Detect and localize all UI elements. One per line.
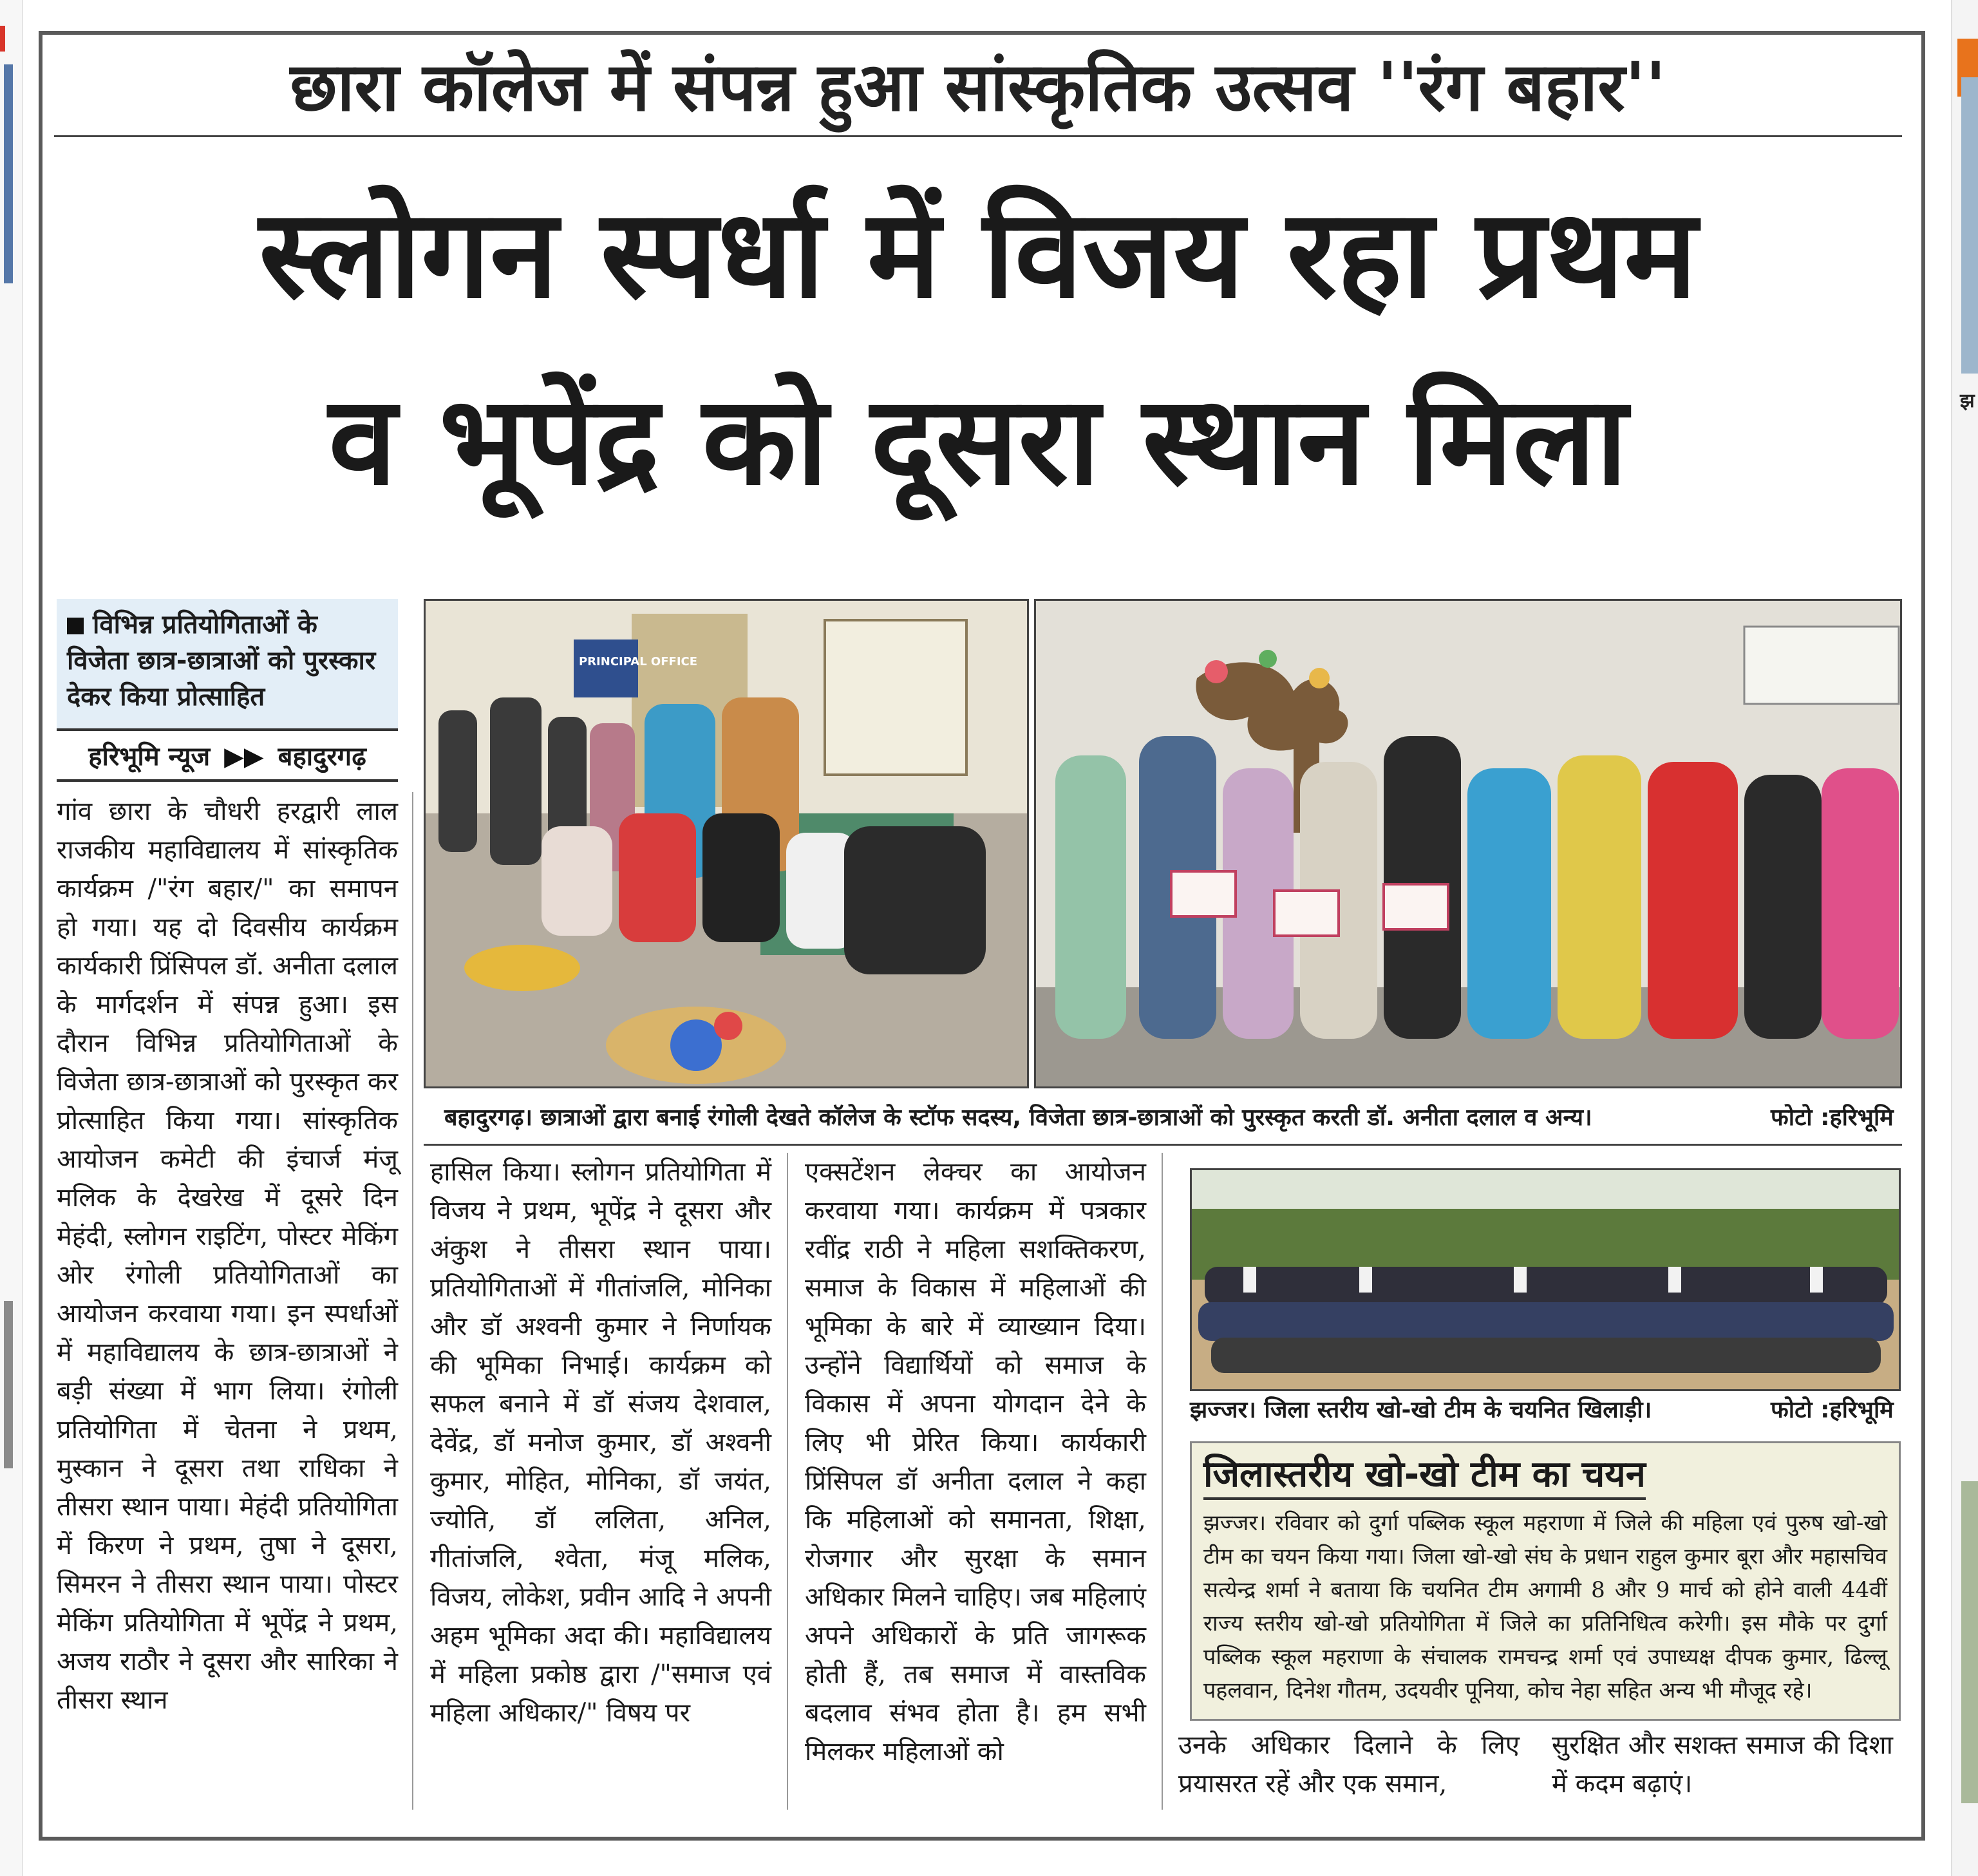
photo-caption: बहादुरगढ़। छात्राओं द्वारा बनाई रंगोली देखते कॉलेज के स्टॉफ सदस्य, विजेता छात्र-छात्राओं को पुरस्कृत करती डॉ. अनीता दलाल व अन्य। xyxy=(444,1104,1592,1131)
caption-rule xyxy=(424,1144,1902,1146)
headline-line-2: व भूपेंद्र को दूसरा स्थान मिला xyxy=(328,370,1628,512)
byline-source: हरिभूमि न्यूज xyxy=(88,742,211,772)
sidebar-photo-caption: झज्जर। जिला स्तरीय खो-खो टीम के चयनित खिलाड़ी। xyxy=(1190,1397,1652,1423)
body-column-3: एक्सटेंशन लेक्चर का आयोजन करवाया गया। कार्यक्रम में पत्रकार रवींद्र राठी ने महिला सशक्तिकरण, समाज के विकास में महिलाओं की भूमिका के बारे में व्याख्यान दिया। उन्होंने विद्यार्थियों को समाज के विकास में अपना योगदान देने के लिए भी प्रेरित किया। कार्यकारी प्रिंसिपल डॉ अनीता दलाल ने कहा कि महिलाओं को समानता, शिक्षा, रोजगार और सुरक्षा के समान अधिकार मिलने चाहिए। जब महिलाएं अपने अधिकारों के प्रति जागरूक होती हैं, तब समाज में वास्तविक बदलाव संभव होता है। हम सभी मिलकर महिलाओं को xyxy=(805,1157,1146,1767)
photo-award-group xyxy=(1034,599,1902,1088)
photo-rangoli-illustration xyxy=(426,601,1029,1088)
sidebar-story-title: जिलास्तरीय खो-खो टीम का चयन xyxy=(1203,1452,1646,1500)
summary-text: विभिन्न प्रतियोगिताओं के विजेता छात्र-छात्राओं को पुरस्कार देकर किया प्रोत्साहित xyxy=(67,610,376,712)
left-edge-photo-strip xyxy=(4,64,13,283)
photo-rangoli-group xyxy=(424,599,1029,1088)
left-edge-photo-strip-2 xyxy=(4,1301,13,1468)
photo-kho-kho-illustration xyxy=(1192,1170,1901,1391)
body-column-2: हासिल किया। स्लोगन प्रतियोगिता में विजय ने प्रथम, भूपेंद्र ने दूसरा और अंकुश ने तीसरा स्थान पाया। प्रतियोगिताओं में गीतांजलि, मोनिका और डॉ अश्वनी कुमार ने निर्णायक की भूमिका निभाई। कार्यक्रम को सफल बनाने में डॉ संजय देशवाल, देवेंद्र, डॉ मनोज कुमार, डॉ अश्वनी कुमार, मोहित, मोनिका, डॉ जयंत, ज्योति, डॉ ललिता, अनिल, गीतांजलि, श्वेता, मंजू मलिक, विजय, लोकेश, प्रवीन आदि ने अपनी अहम भूमिका अदा की। महाविद्यालय में महिला प्रकोष्ठ द्वारा /"समाज एवं महिला अधिकार/" विषय पर xyxy=(430,1157,771,1728)
right-edge-text-fragment: झ xyxy=(1960,390,1975,412)
headline-line-1: स्लोगन स्पर्धा में विजय रहा प्रथम xyxy=(259,183,1697,325)
photo-kho-kho-team xyxy=(1190,1168,1901,1391)
body-column-1: गांव छारा के चौधरी हरद्वारी लाल राजकीय महाविद्यालय में सांस्कृतिक कार्यक्रम /"रंग बहार/" का समापन हो गया। यह दो दिवसीय कार्यक्रम कार्यकारी प्रिंसिपल डॉ. अनीता दलाल के मार्गदर्शन में संपन्न हुआ। इस दौरान विभिन्न प्रतियोगिताओं के विजेता छात्र-छात्राओं को पुरस्कृत कर प्रोत्साहित किया गया। सांस्कृतिक आयोजन कमेटी की इंचार्ज मंजू मलिक के देखरेख में दूसरे दिन मेहंदी, स्लोगन राइटिंग, पोस्टर मेकिंग ओर रंगोली प्रतियोगिताओं का आयोजन करवाया गया। इन स्पर्धाओं में महाविद्यालय के छात्र-छात्राओं ने बड़ी संख्या में भाग लिया। रंगोली प्रतियोगिता में चेतना ने प्रथम, मुस्कान ने दूसरा तथा राधिका ने तीसरा स्थान पाया। मेहंदी प्रतियोगिता में किरण ने प्रथम, तुषा ने दूसरा, सिमरन ने तीसरा स्थान पाया। पोस्टर मेकिंग प्रतियोगिता में भूपेंद्र ने प्रथम, अजय राठौर ने दूसरा और सारिका ने तीसरा स्थान xyxy=(57,797,398,1715)
right-edge-photo-strip-2 xyxy=(1961,1481,1978,1803)
square-bullet-icon xyxy=(67,618,84,634)
body-column-4a: उनके अधिकार दिलाने के लिए प्रयासरत रहें और एक समान, xyxy=(1178,1730,1520,1799)
sidebar-photo-credit: फोटो :हरिभूमि xyxy=(1771,1397,1894,1423)
principal-office-sign: PRINCIPAL OFFICE xyxy=(579,655,698,668)
photo-credit: फोटो :हरिभूमि xyxy=(1771,1104,1894,1131)
article-kicker: छारा कॉलेज में संपन्न हुआ सांस्कृतिक उत्सव ''रंग बहार'' xyxy=(54,39,1902,137)
column-divider xyxy=(1162,1153,1163,1810)
double-arrow-icon: ▶▶ xyxy=(224,742,264,772)
body-column-4b: सुरक्षित और सशक्त समाज की दिशा में कदम बढ़ाएं। xyxy=(1552,1730,1893,1799)
sidebar-story-body: झज्जर। रविवार को दुर्गा पब्लिक स्कूल महराणा में जिले की महिला एवं पुरुष खो-खो टीम का चयन किया गया। जिला खो-खो संघ के प्रधान राहुल कुमार बूरा और महासचिव सत्येन्द्र शर्मा ने बताया कि चयनित टीम अगामी 8 और 9 मार्च को होने वाली 44वीं राज्य स्तरीय खो-खो प्रतियोगिता में जिले का प्रतिनिधित्व करेगी। इस मौके पर दुर्गा पब्लिक स्कूल महराणा के संचालक रामचन्द्र शर्मा एवं उपाध्यक्ष दीपक कुमार, ढिल्लू पहलवान, दिनेश गौतम, उदयवीर पूनिया, कोच नेहा सहित अन्य भी मौजूद रहे। xyxy=(1203,1510,1887,1703)
summary-box xyxy=(57,599,398,731)
left-edge-red-mark xyxy=(0,26,5,52)
column-divider xyxy=(412,792,413,1810)
byline-place: बहादुरगढ़ xyxy=(278,742,366,772)
sidebar-story-box xyxy=(1190,1441,1901,1721)
photo-award-illustration xyxy=(1036,601,1902,1088)
byline xyxy=(57,734,398,782)
right-edge-photo-strip xyxy=(1961,77,1978,374)
column-divider xyxy=(787,1153,788,1810)
